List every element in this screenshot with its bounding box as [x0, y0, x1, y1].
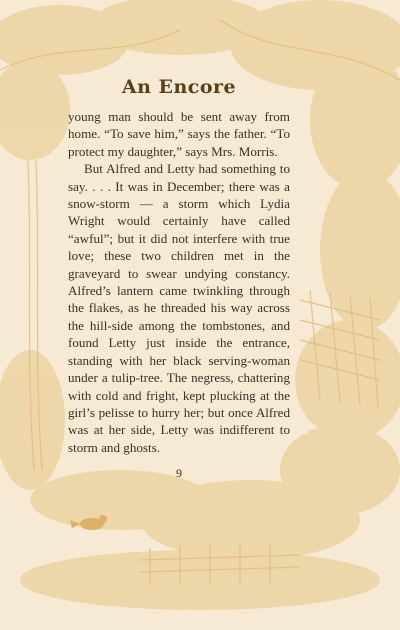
body-text [68, 108, 290, 456]
paragraph-2: But Alfred and Letty had something to say. . . . It was in December; there was a snow-storm — a storm which Lydia Wright would certainly have called “awful”; but it did not interfere with true love; these two children met in the graveyard to swear undying constancy. Alfred’s lantern came twinkling through the flakes, as he threaded his way across the hill-side among the tombstones, and found Letty just inside the entrance, standing with her black serving-woman under a tulip-tree. The negress, chattering with cold and fright, kept plucking at the girl’s pelisse to hurry her; but once Alfred was at her side, Letty was indifferent to storm and ghosts. [68, 161, 290, 455]
running-head: An Encore [121, 76, 237, 98]
paragraph-1: young man should be sent away from home. “To save him,” says the father. “To protect my daughter,” says Mrs. Morris. [68, 109, 290, 159]
page-number: 9 [176, 466, 182, 480]
page-content [68, 76, 290, 480]
